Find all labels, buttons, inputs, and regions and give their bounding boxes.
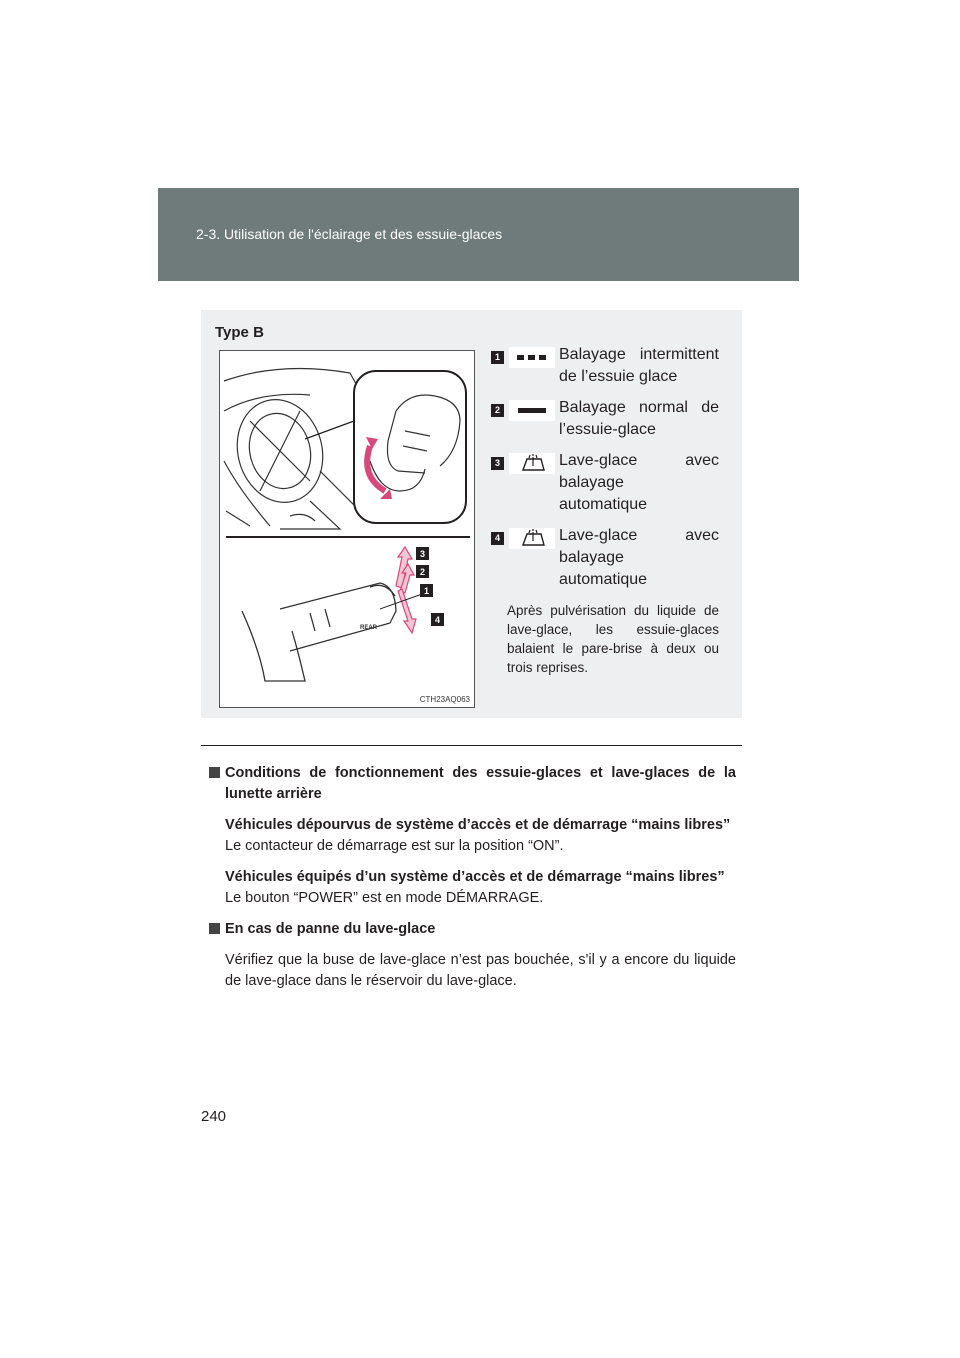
figure-callouts <box>416 547 444 626</box>
number-badge: 3 <box>491 457 504 470</box>
body-content <box>209 763 736 992</box>
section-heading-text: En cas de panne du lave-glace <box>225 921 436 937</box>
number-badge: 2 <box>491 404 504 417</box>
washer-icon <box>509 528 555 549</box>
list-item <box>491 397 719 441</box>
rear-label: REAR <box>360 625 378 631</box>
subheading: Véhicules équipés d’un système d’accès et de démarrage “mains libres” <box>225 869 725 885</box>
section-heading <box>209 919 736 940</box>
mode-label: Balayage normal de <box>559 399 719 416</box>
mode-sub: balayage <box>559 549 624 566</box>
number-badge: 4 <box>491 532 504 545</box>
figure-code: CTH23AQ063 <box>419 695 470 704</box>
wiper-lever-illustration <box>219 350 475 708</box>
mode-sub: l’essuie-glace <box>559 421 656 438</box>
mode-sub: automatique <box>559 571 648 588</box>
mode-label: Lave-glace avec <box>559 527 719 544</box>
callout-1: 1 <box>423 586 430 596</box>
list-item <box>491 450 719 516</box>
callout-2: 2 <box>419 567 426 577</box>
normal-wipe-icon <box>509 400 555 421</box>
list-item <box>491 525 719 591</box>
paragraph: Le bouton “POWER” est en mode DÉMARRAGE. <box>225 890 544 906</box>
intermittent-wipe-icon <box>509 347 555 368</box>
washer-icon <box>509 453 555 474</box>
washer-note: Après pulvérisation du liquide de lave-glace, les essuie-glaces balaient le pare-brise à deux ou trois reprises. <box>507 603 719 675</box>
number-badge: 1 <box>491 351 504 364</box>
mode-label: Balayage intermittent <box>559 346 719 363</box>
section-divider <box>201 745 742 746</box>
subheading: Véhicules dépourvus de système d’accès et de démarrage “mains libres” <box>225 817 731 833</box>
dashboard-sketch <box>224 369 370 530</box>
lever-sketch <box>242 583 396 681</box>
callout-3: 3 <box>419 549 426 559</box>
wiper-type-b-panel <box>201 310 742 718</box>
position-arrows <box>396 547 416 633</box>
page-number: 240 <box>201 1108 227 1125</box>
page-header <box>158 188 799 281</box>
wiper-mode-list <box>491 344 719 677</box>
paragraph: Vérifiez que la buse de lave-glace n’est pas bouchée, s'il y a encore du liquide de lave-glace dans le réservoir du lave-glace. <box>225 952 736 989</box>
mode-sub: automatique <box>559 496 648 513</box>
paragraph: Le contacteur de démarrage est sur la position “ON”. <box>225 838 564 854</box>
zoom-pointer <box>305 421 354 439</box>
header-title: 2-3. Utilisation de l'éclairage et des essuie-glaces <box>196 226 503 242</box>
panel-title: Type B <box>215 324 264 341</box>
wiper-lever-drawing <box>220 351 475 708</box>
mode-sub: de l’essuie glace <box>559 368 678 385</box>
mode-label: Lave-glace avec <box>559 452 719 469</box>
mode-sub: balayage <box>559 474 624 491</box>
section-heading-text: Conditions de fonctionnement des essuie-glaces et lave-glaces de la lunette arrière <box>225 765 736 802</box>
callout-4: 4 <box>434 615 441 625</box>
section-heading <box>209 763 736 805</box>
square-bullet-icon <box>209 767 220 778</box>
list-item <box>491 344 719 388</box>
square-bullet-icon <box>209 923 220 934</box>
